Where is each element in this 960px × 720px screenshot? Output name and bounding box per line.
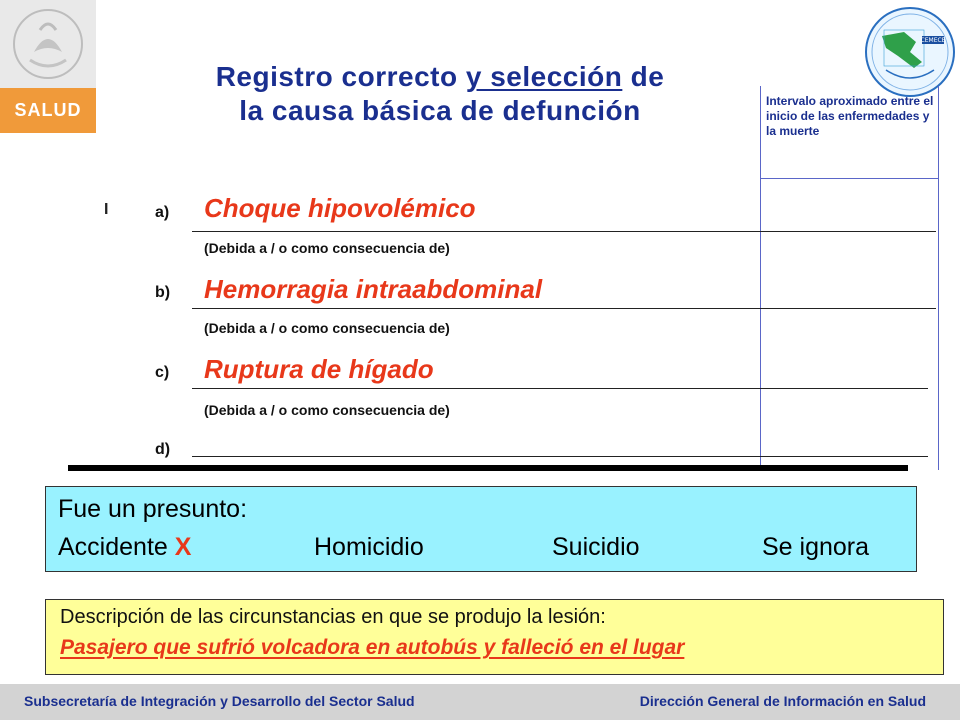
row-letter-c: c) bbox=[155, 364, 170, 381]
row-letter-d: d) bbox=[155, 441, 171, 458]
title-line1-underlined: y selección bbox=[465, 61, 623, 92]
cause-c-line bbox=[192, 388, 928, 389]
interval-right-border bbox=[938, 86, 939, 470]
cause-d-line[interactable] bbox=[192, 456, 928, 457]
cause-a: Choque hipovolémico bbox=[204, 193, 476, 223]
circumstances-label: Descripción de las circunstancias en que se produjo la lesión: bbox=[60, 606, 606, 628]
interval-left-border bbox=[760, 86, 761, 470]
option-homicidio[interactable]: Homicidio bbox=[314, 533, 424, 561]
footer bbox=[0, 684, 960, 720]
option-suicidio[interactable]: Suicidio bbox=[552, 533, 640, 561]
interval-header-divider bbox=[760, 178, 938, 179]
presumed-manner-box bbox=[45, 486, 917, 572]
title-line1-end: de bbox=[622, 61, 665, 92]
row-letter-a: a) bbox=[155, 204, 170, 221]
page-title bbox=[110, 60, 770, 128]
selected-x-mark: X bbox=[174, 533, 192, 561]
circumstances-value[interactable]: Pasajero que sufrió volcadora en autobús y falleció en el lugar bbox=[60, 636, 685, 659]
salud-label: SALUD bbox=[0, 88, 96, 133]
option-accidente-label: Accidente bbox=[58, 533, 168, 561]
mexican-seal-icon bbox=[0, 0, 96, 88]
circumstances-box bbox=[45, 599, 944, 675]
cause-b-line bbox=[192, 308, 936, 309]
title-line1-start: Registro correcto bbox=[215, 61, 466, 92]
due-to-label-1: (Debida a / o como consecuencia de) bbox=[204, 240, 450, 256]
section-divider bbox=[68, 465, 908, 471]
footer-left-text: Subsecretaría de Integración y Desarrollo del Sector Salud bbox=[24, 693, 415, 709]
svg-text:CEMECE: CEMECE bbox=[920, 37, 946, 44]
due-to-label-3: (Debida a / o como consecuencia de) bbox=[204, 402, 450, 418]
part-label: I bbox=[104, 201, 109, 218]
title-line2: la causa básica de defunción bbox=[239, 95, 641, 126]
cause-b: Hemorragia intraabdominal bbox=[204, 274, 543, 304]
presumed-label: Fue un presunto: bbox=[58, 495, 248, 523]
footer-right-text: Dirección General de Información en Salud bbox=[639, 693, 926, 709]
option-se-ignora[interactable]: Se ignora bbox=[762, 533, 870, 561]
cemece-logo bbox=[864, 6, 956, 98]
option-accidente[interactable] bbox=[58, 533, 191, 562]
cause-c: Ruptura de hígado bbox=[204, 354, 434, 384]
due-to-label-2: (Debida a / o como consecuencia de) bbox=[204, 320, 450, 336]
salud-logo bbox=[0, 0, 96, 133]
cause-a-line bbox=[192, 231, 936, 232]
interval-header: Intervalo aproximado entre el inicio de las enfermedades y la muerte bbox=[766, 94, 934, 138]
row-letter-b: b) bbox=[155, 284, 171, 301]
